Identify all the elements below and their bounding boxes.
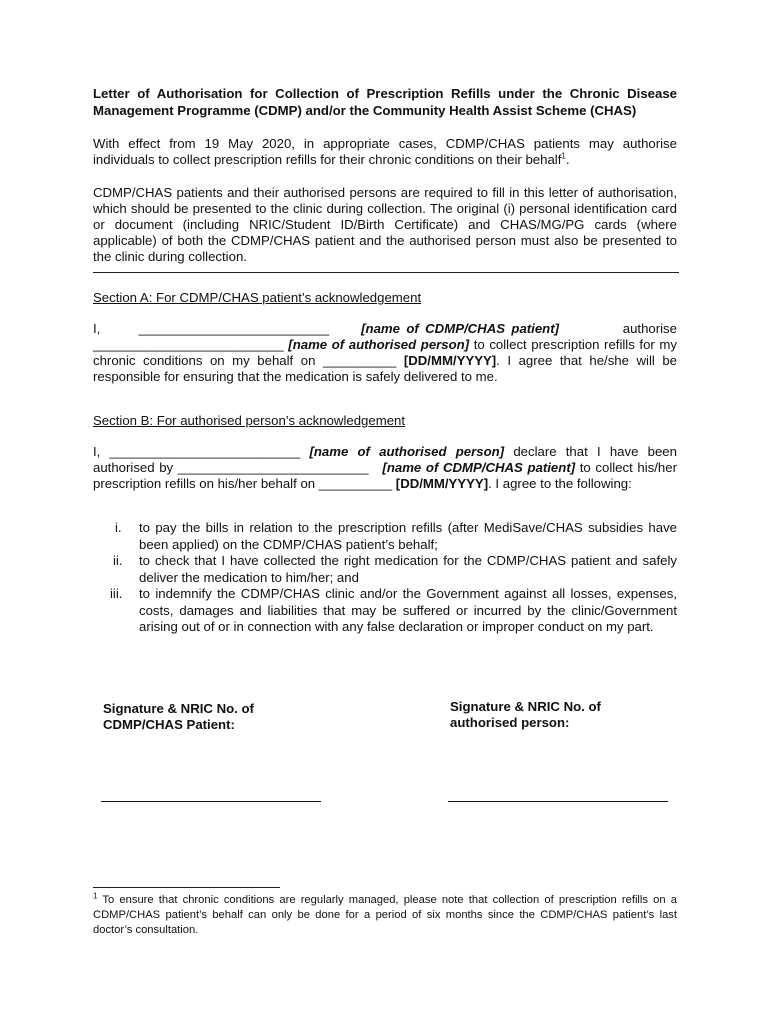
patient-signature-label-line1: Signature & NRIC No. of	[103, 701, 254, 716]
date-format-b: [DD/MM/YYYY]	[395, 476, 489, 491]
list-item	[93, 553, 677, 586]
intro-paragraph	[93, 136, 677, 168]
section-b-i: I,	[93, 444, 101, 459]
footnote	[93, 893, 677, 938]
patient-field-b[interactable]: __________________________	[177, 460, 369, 475]
letter-body	[93, 85, 677, 265]
undertakings-list	[93, 520, 677, 636]
list-item-number: i.	[115, 520, 122, 535]
footnote-mark: 1	[93, 891, 98, 901]
list-item-number: iii.	[110, 586, 123, 601]
section-b-paragraph	[93, 444, 677, 492]
date-field-a[interactable]: __________	[322, 353, 397, 368]
patient-signature-label	[103, 701, 254, 733]
list-item	[93, 586, 677, 636]
date-format-a: [DD/MM/YYYY]	[403, 353, 497, 368]
section-b-text1: declare that I have been authorised by	[93, 444, 677, 475]
footnote-divider	[93, 887, 280, 888]
requirements-paragraph: CDMP/CHAS patients and their authorised persons are required to fill in this letter of authorisation, which should be presented to the clinic during collection. The original (i) personal identification card or document (including NRIC/Student ID/Birth Certificate) and CHAS/MG/PG cards (where applicable) of both the CDMP/CHAS patient and the authorised person must also be presented to the clinic during collection.	[93, 185, 677, 264]
section-b-text3: . I agree to the following:	[488, 476, 632, 491]
authorise-word: authorise	[622, 321, 677, 336]
intro-text: With effect from 19 May 2020, in appropriate cases, CDMP/CHAS patients may authorise individuals to collect prescription refills for their chronic conditions on their behalf	[93, 136, 677, 167]
footnote-text: To ensure that chronic conditions are regularly managed, please note that collection of prescription refills on a CDMP/CHAS patient’s behalf can only be done for a period of six months since the CDMP/CHAS patient’s last doctor’s consultation.	[93, 894, 677, 936]
patient-name-tag: [name of CDMP/CHAS patient]	[361, 321, 560, 336]
authorised-person-tag: [name of authorised person]	[288, 337, 470, 352]
patient-name-field[interactable]: __________________________	[138, 321, 330, 336]
authorised-signature-line[interactable]	[448, 801, 668, 802]
authorised-name-tag: [name of authorised person]	[309, 444, 505, 459]
date-field-b[interactable]: __________	[318, 476, 393, 491]
section-a-heading: Section A: For CDMP/CHAS patient’s acknowledgement	[93, 290, 422, 305]
section-a-text3: . I agree that he/she will be responsible for ensuring that the medication is safely delivered to me.	[93, 353, 678, 384]
list-item-text: to indemnify the CDMP/CHAS clinic and/or the Government against all losses, expenses, costs, damages and liabilities that may be suffered or incurred by the clinic/Government arising out of or in connection with any false declaration or improper conduct on my part.	[139, 586, 677, 634]
patient-tag-b: [name of CDMP/CHAS patient]	[382, 460, 576, 475]
list-item-text: to pay the bills in relation to the prescription refills (after MediSave/CHAS subsidies have been applied) on the CDMP/CHAS patient’s behalf;	[139, 520, 677, 552]
section-a-text2: to collect prescription refills for my chronic conditions on my behalf on	[93, 337, 677, 368]
list-item-text: to check that I have collected the right medication for the CDMP/CHAS patient and safely deliver the medication to him/her; and	[139, 553, 677, 585]
intro-end: .	[565, 152, 570, 167]
authorised-signature-label-line1: Signature & NRIC No. of	[450, 699, 601, 714]
patient-signature-line[interactable]	[101, 801, 321, 802]
authorised-name-field[interactable]: __________________________	[109, 444, 301, 459]
patient-signature-label-line2: CDMP/CHAS Patient:	[103, 717, 235, 732]
section-a-paragraph	[93, 321, 677, 385]
footnote-reference: 1	[561, 151, 566, 161]
section-a-i: I,	[93, 321, 101, 336]
authorised-signature-label-line2: authorised person:	[450, 715, 570, 730]
section-divider	[93, 272, 679, 273]
authorised-person-field[interactable]: __________________________	[93, 337, 284, 352]
page-title: Letter of Authorisation for Collection of Prescription Refills under the Chronic Disease Management Programme (CDMP) and/or the Community Health Assist Scheme (CHAS)	[93, 86, 677, 118]
list-item	[93, 520, 677, 553]
section-b-text2: to collect his/her prescription refills on his/her behalf on	[93, 460, 677, 491]
section-b-heading: Section B: For authorised person’s acknowledgement	[93, 413, 406, 428]
authorised-signature-label	[450, 699, 601, 731]
list-item-number: ii.	[113, 553, 123, 568]
